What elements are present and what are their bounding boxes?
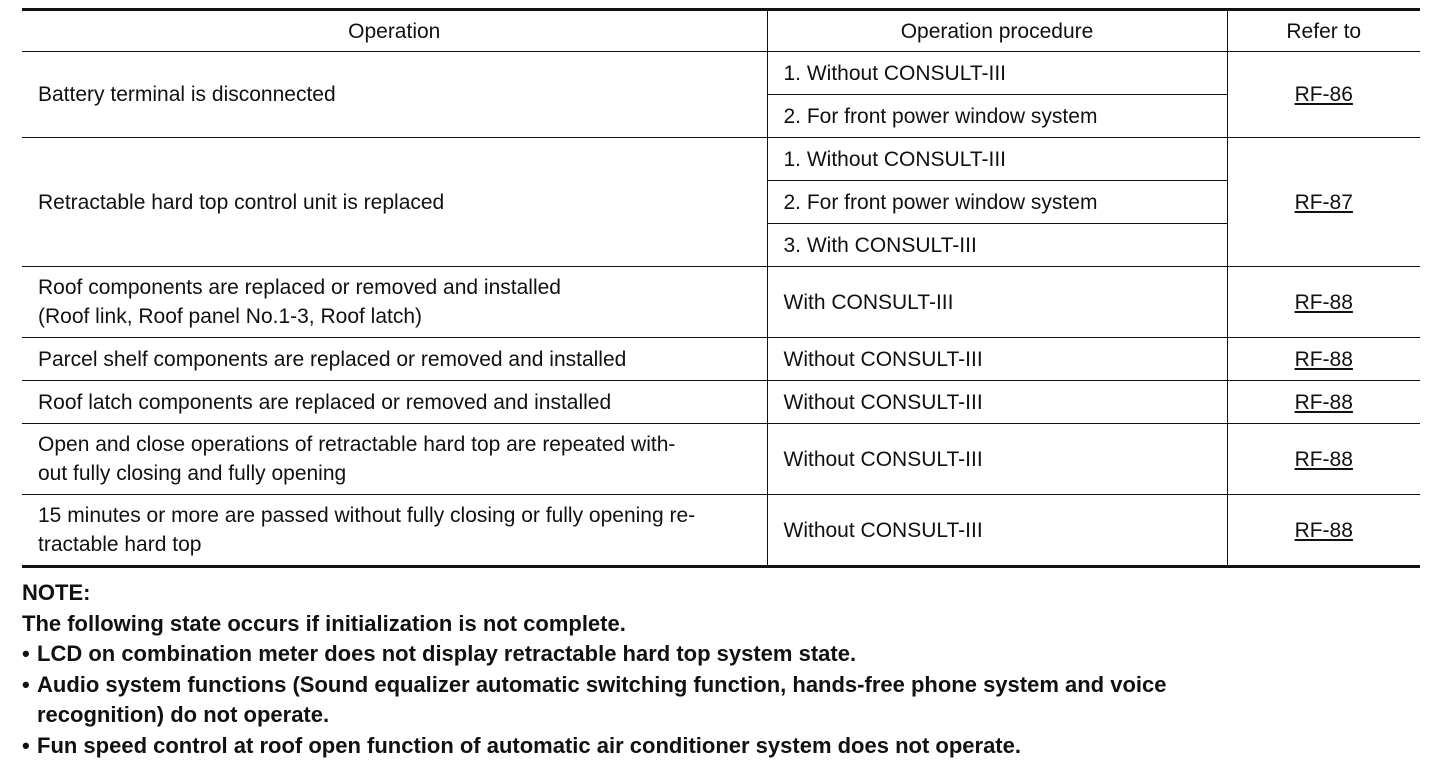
note-item-text: LCD on combination meter does not display retractable hard top system state. [37, 641, 857, 666]
operation-cell: Retractable hard top control unit is replaced [22, 138, 767, 267]
header-operation: Operation [22, 10, 767, 52]
procedure-cell: With CONSULT-III [767, 267, 1227, 338]
bullet-icon: • [22, 732, 30, 758]
note-item-text: Audio system functions (Sound equalizer automatic switching function, hands-free phone system and voice [37, 671, 1167, 697]
operation-cell: Battery terminal is disconnected [22, 52, 767, 138]
refer-cell [1227, 138, 1420, 267]
refer-cell [1227, 424, 1420, 495]
refer-link[interactable]: RF-88 [1294, 518, 1353, 542]
refer-link[interactable]: RF-88 [1294, 290, 1353, 314]
procedure-cell: Without CONSULT-III [767, 338, 1227, 381]
note-heading: NOTE: [22, 580, 91, 605]
operation-line: Roof components are replaced or removed and installed [38, 276, 561, 299]
procedure-cell: Without CONSULT-III [767, 424, 1227, 495]
operation-line: out fully closing and fully opening [38, 462, 347, 485]
initialization-table [22, 8, 1420, 568]
refer-link[interactable]: RF-88 [1294, 347, 1353, 371]
note-item [22, 670, 1422, 731]
refer-cell [1227, 338, 1420, 381]
operation-line: (Roof link, Roof panel No.1-3, Roof latch) [38, 305, 423, 328]
procedure-cell: 1. Without CONSULT-III [767, 138, 1227, 181]
bullet-icon: • [22, 671, 30, 697]
operation-cell [22, 267, 767, 338]
table-row [22, 267, 1420, 338]
table-row [22, 338, 1420, 381]
operation-line: Open and close operations of retractable hard top are repeated with- [38, 433, 676, 456]
refer-link[interactable]: RF-87 [1294, 190, 1353, 214]
table-row [22, 52, 1420, 95]
table-row [22, 381, 1420, 424]
table-header-row [22, 10, 1420, 52]
table-row [22, 424, 1420, 495]
table-row [22, 138, 1420, 181]
operation-line: 15 minutes or more are passed without fully closing or fully opening re- [38, 504, 696, 527]
operation-cell [22, 424, 767, 495]
procedure-cell: 2. For front power window system [767, 181, 1227, 224]
procedure-cell: 1. Without CONSULT-III [767, 52, 1227, 95]
operation-cell: Roof latch components are replaced or removed and installed [22, 381, 767, 424]
initialization-table-container [22, 8, 1420, 568]
note-item [22, 731, 1422, 762]
refer-link[interactable]: RF-88 [1294, 447, 1353, 471]
refer-cell [1227, 52, 1420, 138]
refer-cell [1227, 495, 1420, 567]
refer-cell [1227, 381, 1420, 424]
note-section [22, 578, 1422, 761]
bullet-icon: • [22, 641, 30, 666]
procedure-cell: Without CONSULT-III [767, 381, 1227, 424]
note-list [22, 639, 1422, 761]
note-item-text: Fun speed control at roof open function of automatic air conditioner system does not operate. [37, 732, 1021, 758]
operation-cell [22, 495, 767, 567]
procedure-cell: 3. With CONSULT-III [767, 224, 1227, 267]
header-operation-procedure: Operation procedure [767, 10, 1227, 52]
operation-line: tractable hard top [38, 533, 202, 556]
procedure-cell: 2. For front power window system [767, 95, 1227, 138]
refer-link[interactable]: RF-88 [1294, 390, 1353, 414]
refer-link[interactable]: RF-86 [1294, 83, 1353, 106]
table-row [22, 495, 1420, 567]
note-intro: The following state occurs if initialization is not complete. [22, 610, 626, 636]
note-item [22, 639, 1422, 670]
operation-cell: Parcel shelf components are replaced or removed and installed [22, 338, 767, 381]
header-refer-to: Refer to [1227, 10, 1420, 52]
refer-cell [1227, 267, 1420, 338]
procedure-cell: Without CONSULT-III [767, 495, 1227, 567]
note-item-text: recognition) do not operate. [37, 702, 330, 727]
